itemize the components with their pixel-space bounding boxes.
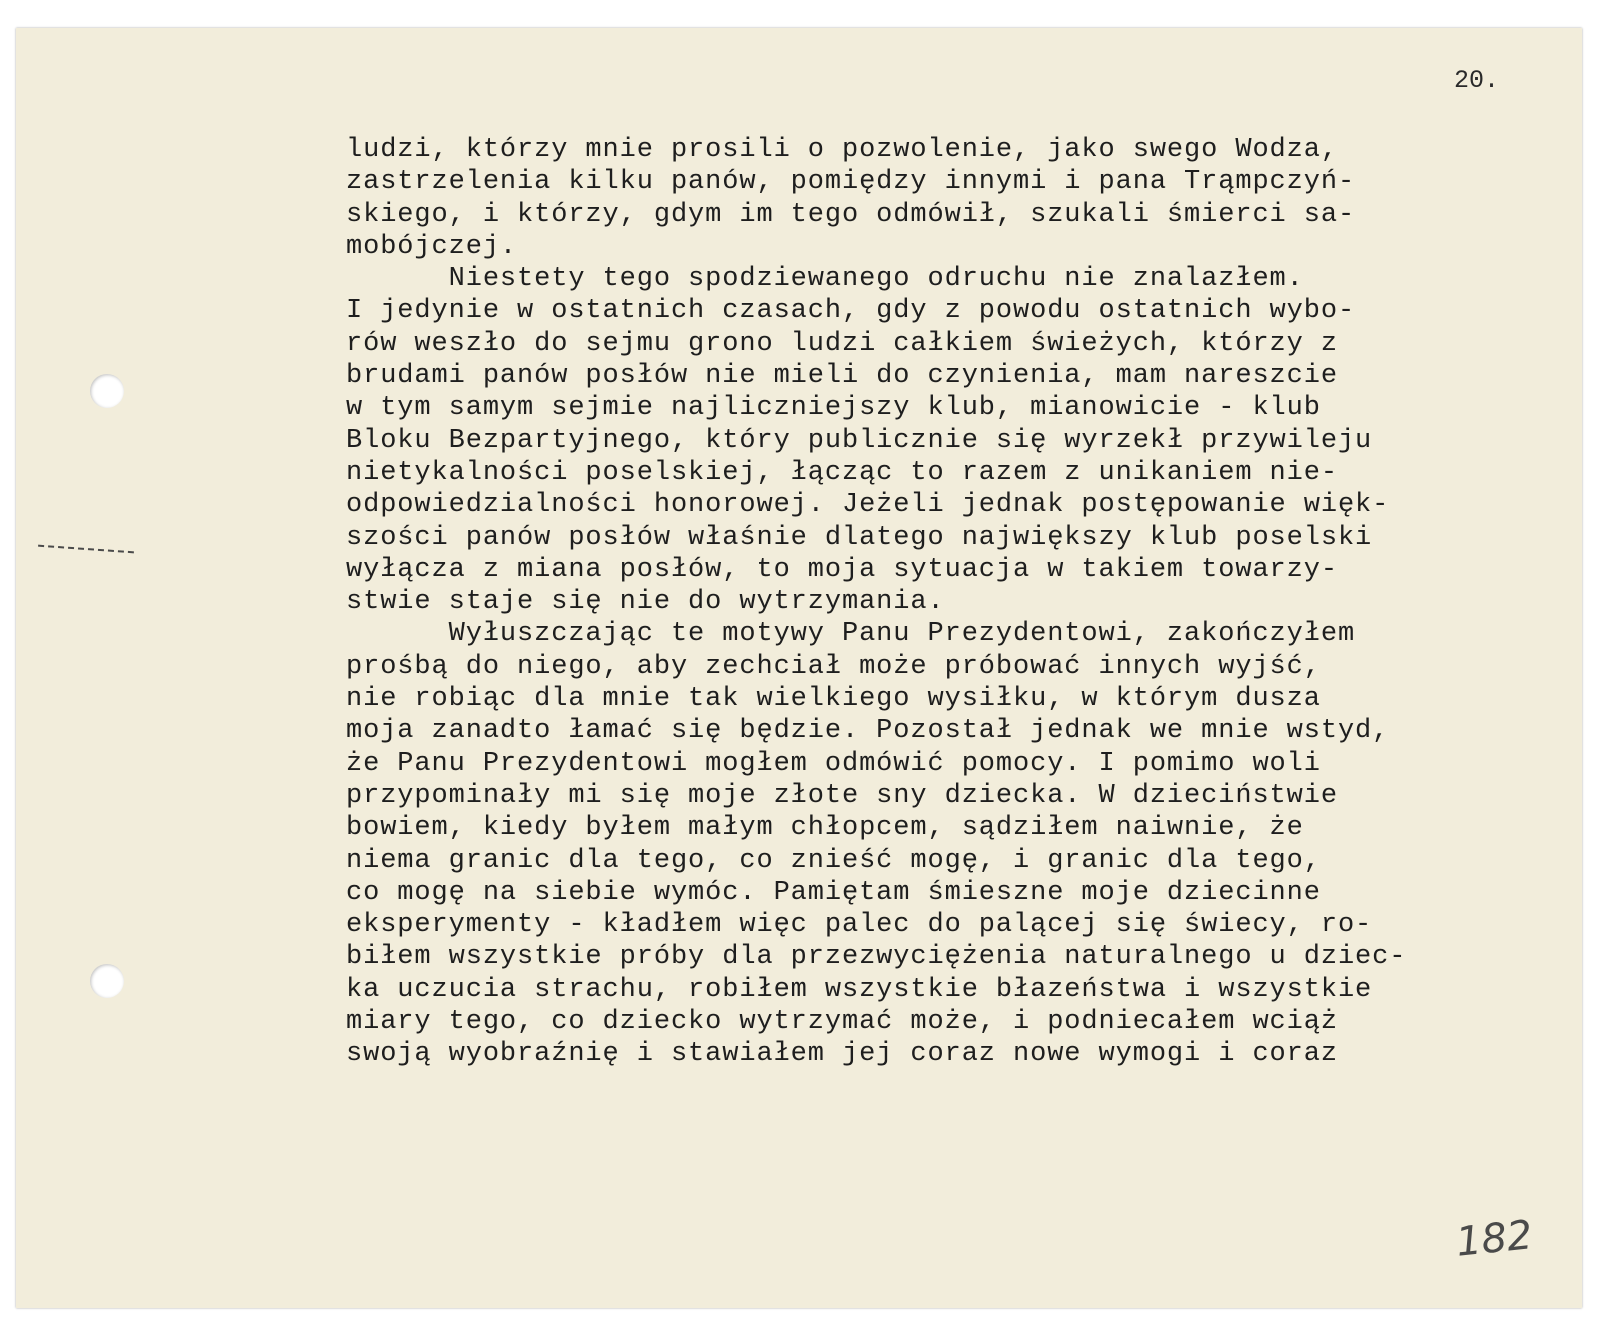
text-line: wyłącza z miana posłów, to moja sytuacja w takiem towarzy- — [346, 554, 1338, 585]
text-line: brudami panów posłów nie mieli do czynienia, mam nareszcie — [346, 361, 1338, 392]
text-line: ka uczucia strachu, robiłem wszystkie błazeństwa i wszystkie — [346, 974, 1373, 1005]
typewritten-body — [346, 134, 1556, 1071]
text-line: zastrzelenia kilku panów, pomiędzy innymi i pana Trąmpczyń- — [346, 167, 1356, 198]
text-line: nie robiąc dla mnie tak wielkiego wysiłku, w którym dusza — [346, 684, 1321, 715]
text-line: rów weszło do sejmu grono ludzi całkiem świeżych, którzy z — [346, 328, 1338, 359]
text-line: eksperymenty - kładłem więc palec do palącej się świecy, ro- — [346, 910, 1373, 941]
text-line: skiego, i którzy, gdym im tego odmówił, szukali śmierci sa- — [346, 199, 1356, 230]
text-line: Niestety tego spodziewanego odruchu nie znalazłem. — [346, 264, 1304, 295]
text-line: mobójczej. — [346, 231, 518, 262]
text-line: biłem wszystkie próby dla przezwyciężenia naturalnego u dziec- — [346, 942, 1407, 973]
text-line: moja zanadto łamać się będzie. Pozostał jednak we mnie wstyd, — [346, 716, 1390, 747]
punch-hole-bottom — [90, 964, 124, 998]
text-line: co mogę na siebie wymóc. Pamiętam śmieszne moje dziecinne — [346, 877, 1321, 908]
text-line: ludzi, którzy mnie prosili o pozwolenie, jako swego Wodza, — [346, 135, 1338, 165]
handwritten-archive-number: 182 — [1453, 1212, 1535, 1266]
text-line: Wyłuszczając te motywy Panu Prezydentowi, zakończyłem — [346, 619, 1356, 650]
text-line: prośbą do niego, aby zechciał może próbować innych wyjść, — [346, 651, 1321, 682]
text-line: swoją wyobraźnię i stawiałem jej coraz nowe wymogi i coraz — [346, 1039, 1338, 1070]
dashed-fold-mark — [38, 545, 134, 554]
text-line: niema granic dla tego, co znieść mogę, i granic dla tego, — [346, 845, 1321, 876]
page-number: 20. — [1454, 66, 1500, 95]
punch-hole-top — [90, 374, 124, 408]
text-line: bowiem, kiedy byłem małym chłopcem, sądziłem naiwnie, że — [346, 813, 1304, 844]
text-line: odpowiedzialności honorowej. Jeżeli jednak postępowanie więk- — [346, 490, 1390, 521]
text-line: miary tego, co dziecko wytrzymać może, i podniecałem wciąż — [346, 1007, 1338, 1038]
text-line: I jedynie w ostatnich czasach, gdy z powodu ostatnich wybo- — [346, 296, 1356, 327]
text-line: szości panów posłów właśnie dlatego największy klub poselski — [346, 522, 1373, 553]
text-line: nietykalności poselskiej, łącząc to razem z unikaniem nie- — [346, 457, 1338, 488]
text-line: przypominały mi się moje złote sny dziecka. W dzieciństwie — [346, 780, 1338, 811]
text-line: w tym samym sejmie najliczniejszy klub, mianowicie - klub — [346, 393, 1321, 424]
text-line: że Panu Prezydentowi mogłem odmówić pomocy. I pomimo woli — [346, 748, 1321, 779]
text-line: Bloku Bezpartyjnego, który publicznie się wyrzekł przywileju — [346, 425, 1373, 456]
text-line: stwie staje się nie do wytrzymania. — [346, 587, 945, 618]
